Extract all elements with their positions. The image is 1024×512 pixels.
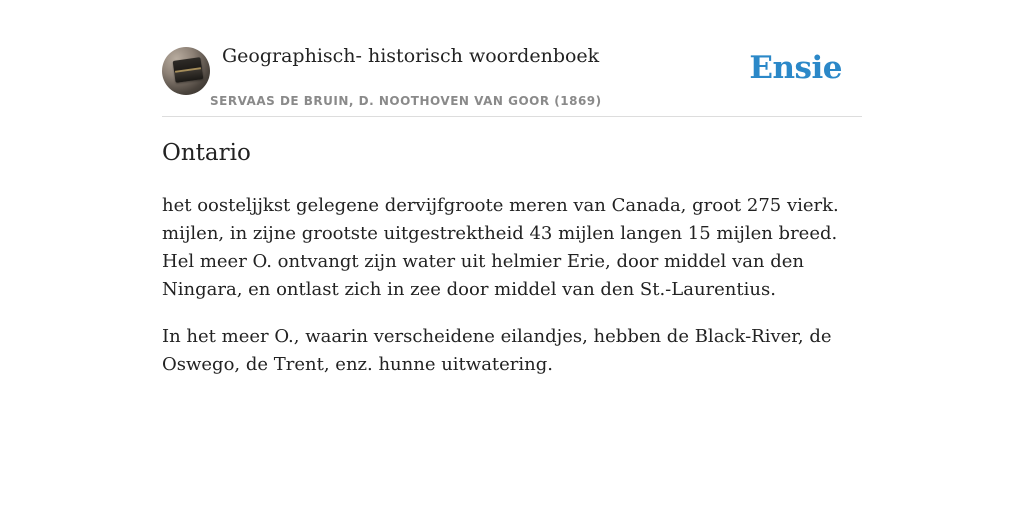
book-header xyxy=(162,0,862,117)
entry-body xyxy=(162,192,862,398)
brand-logo-link[interactable]: Ensie xyxy=(749,50,842,86)
book-cover-icon[interactable] xyxy=(162,47,210,95)
entry-title: Ontario xyxy=(162,140,251,166)
page-container xyxy=(162,0,862,375)
entry-paragraph: het oosteljjkst gelegene dervijfgroote meren van Canada, groot 275 vierk. mijlen, in zijne grootste uitgestrektheid 43 mijlen langen 15 mijlen breed. Hel meer O. ontvangt zijn water uit helmier Erie, door middel van den Ningara, en ontlast zich in zee door middel van den St.-Laurentius. xyxy=(162,195,839,300)
book-author: SERVAAS DE BRUIN, D. NOOTHOVEN VAN GOOR (1869) xyxy=(210,94,602,108)
entry-paragraph: In het meer O., waarin verscheidene eilandjes, hebben de Black-River, de Oswego, de Trent, enz. hunne uitwatering. xyxy=(162,326,832,375)
book-title[interactable]: Geographisch- historisch woordenboek xyxy=(222,45,600,67)
